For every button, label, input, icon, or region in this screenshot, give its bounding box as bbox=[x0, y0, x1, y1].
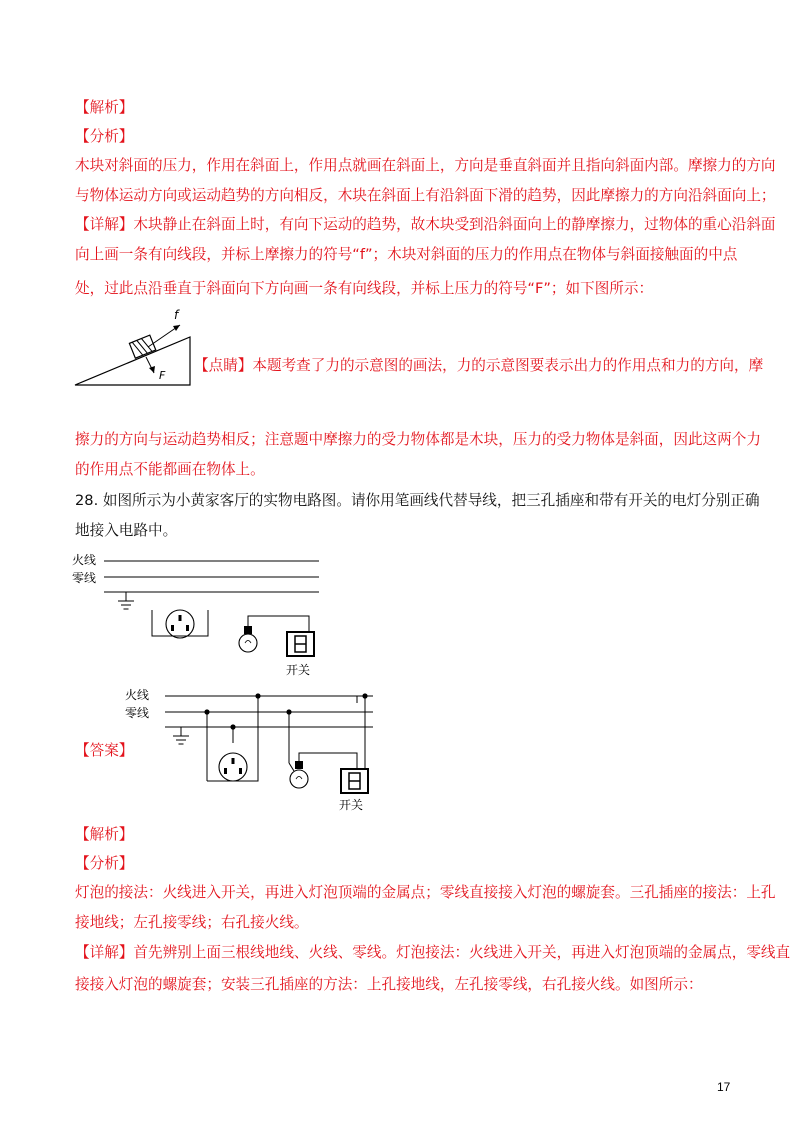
junction-dot bbox=[286, 709, 291, 714]
switch bbox=[341, 696, 368, 793]
ground-symbol bbox=[118, 592, 134, 609]
xiangjie-tag: 【详解】 bbox=[75, 216, 134, 233]
pressure-arrowhead bbox=[149, 366, 155, 373]
fenxi-line: 灯泡的接法：火线进入开关，再进入灯泡顶端的金属点；零线直接接入灯泡的螺旋套。三孔插座的接法：上孔 bbox=[75, 884, 776, 901]
ground-symbol bbox=[173, 727, 189, 744]
incline-force-figure bbox=[70, 305, 195, 390]
xiangjie-line: 处，过此点沿垂直于斜面向下方向画一条有向线段，并标上压力的符号“F”；如下图所示： bbox=[75, 280, 654, 297]
jiexi-tag: 【解析】 bbox=[75, 99, 134, 116]
xiangjie-text: 首先辨别上面三根线地线、火线、零线。灯泡接法：火线进入开关，再进入灯泡顶端的金属点，零线直 bbox=[133, 944, 791, 961]
xiangjie-line bbox=[75, 943, 790, 963]
bulb bbox=[239, 616, 309, 652]
junction-dot bbox=[362, 693, 367, 698]
dianjing-line: 擦力的方向与运动趋势相反；注意题中摩擦力的受力物体都是木块，压力的受力物体是斜面，因此这两个力 bbox=[75, 431, 761, 448]
xiangjie-tag: 【详解】 bbox=[75, 944, 134, 961]
fenxi-tag: 【分析】 bbox=[75, 855, 134, 872]
junction-dot bbox=[230, 724, 235, 729]
wood-block bbox=[129, 335, 155, 358]
bulb bbox=[289, 712, 357, 788]
question-28-line: 地接入电路中。 bbox=[75, 522, 178, 539]
fenxi-line: 接地线；左孔接零线；右孔接火线。 bbox=[75, 914, 309, 931]
junction-dot bbox=[255, 693, 260, 698]
xiangjie-line bbox=[75, 215, 776, 235]
live-wire-label: 火线 bbox=[125, 688, 150, 702]
live-wire-label: 火线 bbox=[72, 553, 97, 567]
friction-label: f bbox=[174, 308, 179, 322]
fenxi-line: 与物体运动方向或运动趋势的方向相反，木块在斜面上有沿斜面下滑的趋势，因此摩擦力的方向沿斜面向上； bbox=[75, 187, 776, 204]
three-hole-socket bbox=[152, 610, 208, 638]
three-hole-socket bbox=[207, 696, 258, 781]
jiexi-tag: 【解析】 bbox=[75, 826, 134, 843]
switch-label: 开关 bbox=[339, 798, 364, 812]
xiangjie-line: 向上画一条有向线段，并标上摩擦力的符号“f”；木块对斜面的压力的作用点在物体与斜面接触面的中点 bbox=[75, 246, 738, 263]
dianjing-line: 的作用点不能都画在物体上。 bbox=[75, 461, 265, 478]
question-28-line: 28. 如图所示为小黄家客厅的实物电路图。请你用笔画线代替导线，把三孔插座和带有开关的电灯分别正确 bbox=[75, 492, 760, 509]
xiangjie-line: 接接入灯泡的螺旋套；安装三孔插座的方法：上孔接地线，左孔接零线，右孔接火线。如图所示： bbox=[75, 976, 703, 993]
dianjing-line bbox=[194, 356, 763, 376]
fenxi-tag: 【分析】 bbox=[75, 128, 134, 145]
answer-circuit-figure bbox=[125, 683, 378, 813]
switch bbox=[287, 632, 314, 656]
neutral-wire-label: 零线 bbox=[125, 706, 150, 720]
dianjing-text: 本题考查了力的示意图的画法，力的示意图要表示出力的作用点和力的方向，摩 bbox=[252, 357, 764, 374]
answer-tag: 【答案】 bbox=[75, 742, 134, 759]
friction-arrowhead bbox=[173, 325, 180, 331]
junction-dot bbox=[204, 709, 209, 714]
switch-label: 开关 bbox=[286, 663, 311, 677]
fenxi-line: 木块对斜面的压力，作用在斜面上，作用点就画在斜面上，方向是垂直斜面并且指向斜面内部。摩擦力的方向 bbox=[75, 157, 776, 174]
neutral-wire-label: 零线 bbox=[72, 571, 97, 585]
xiangjie-text: 木块静止在斜面上时，有向下运动的趋势，故木块受到沿斜面向上的静摩擦力，过物体的重心沿斜面 bbox=[133, 216, 776, 233]
page-number: 17 bbox=[717, 1080, 731, 1094]
question-circuit-figure bbox=[72, 548, 324, 678]
dianjing-tag: 【点睛】 bbox=[194, 357, 253, 374]
pressure-label: F bbox=[159, 369, 166, 382]
